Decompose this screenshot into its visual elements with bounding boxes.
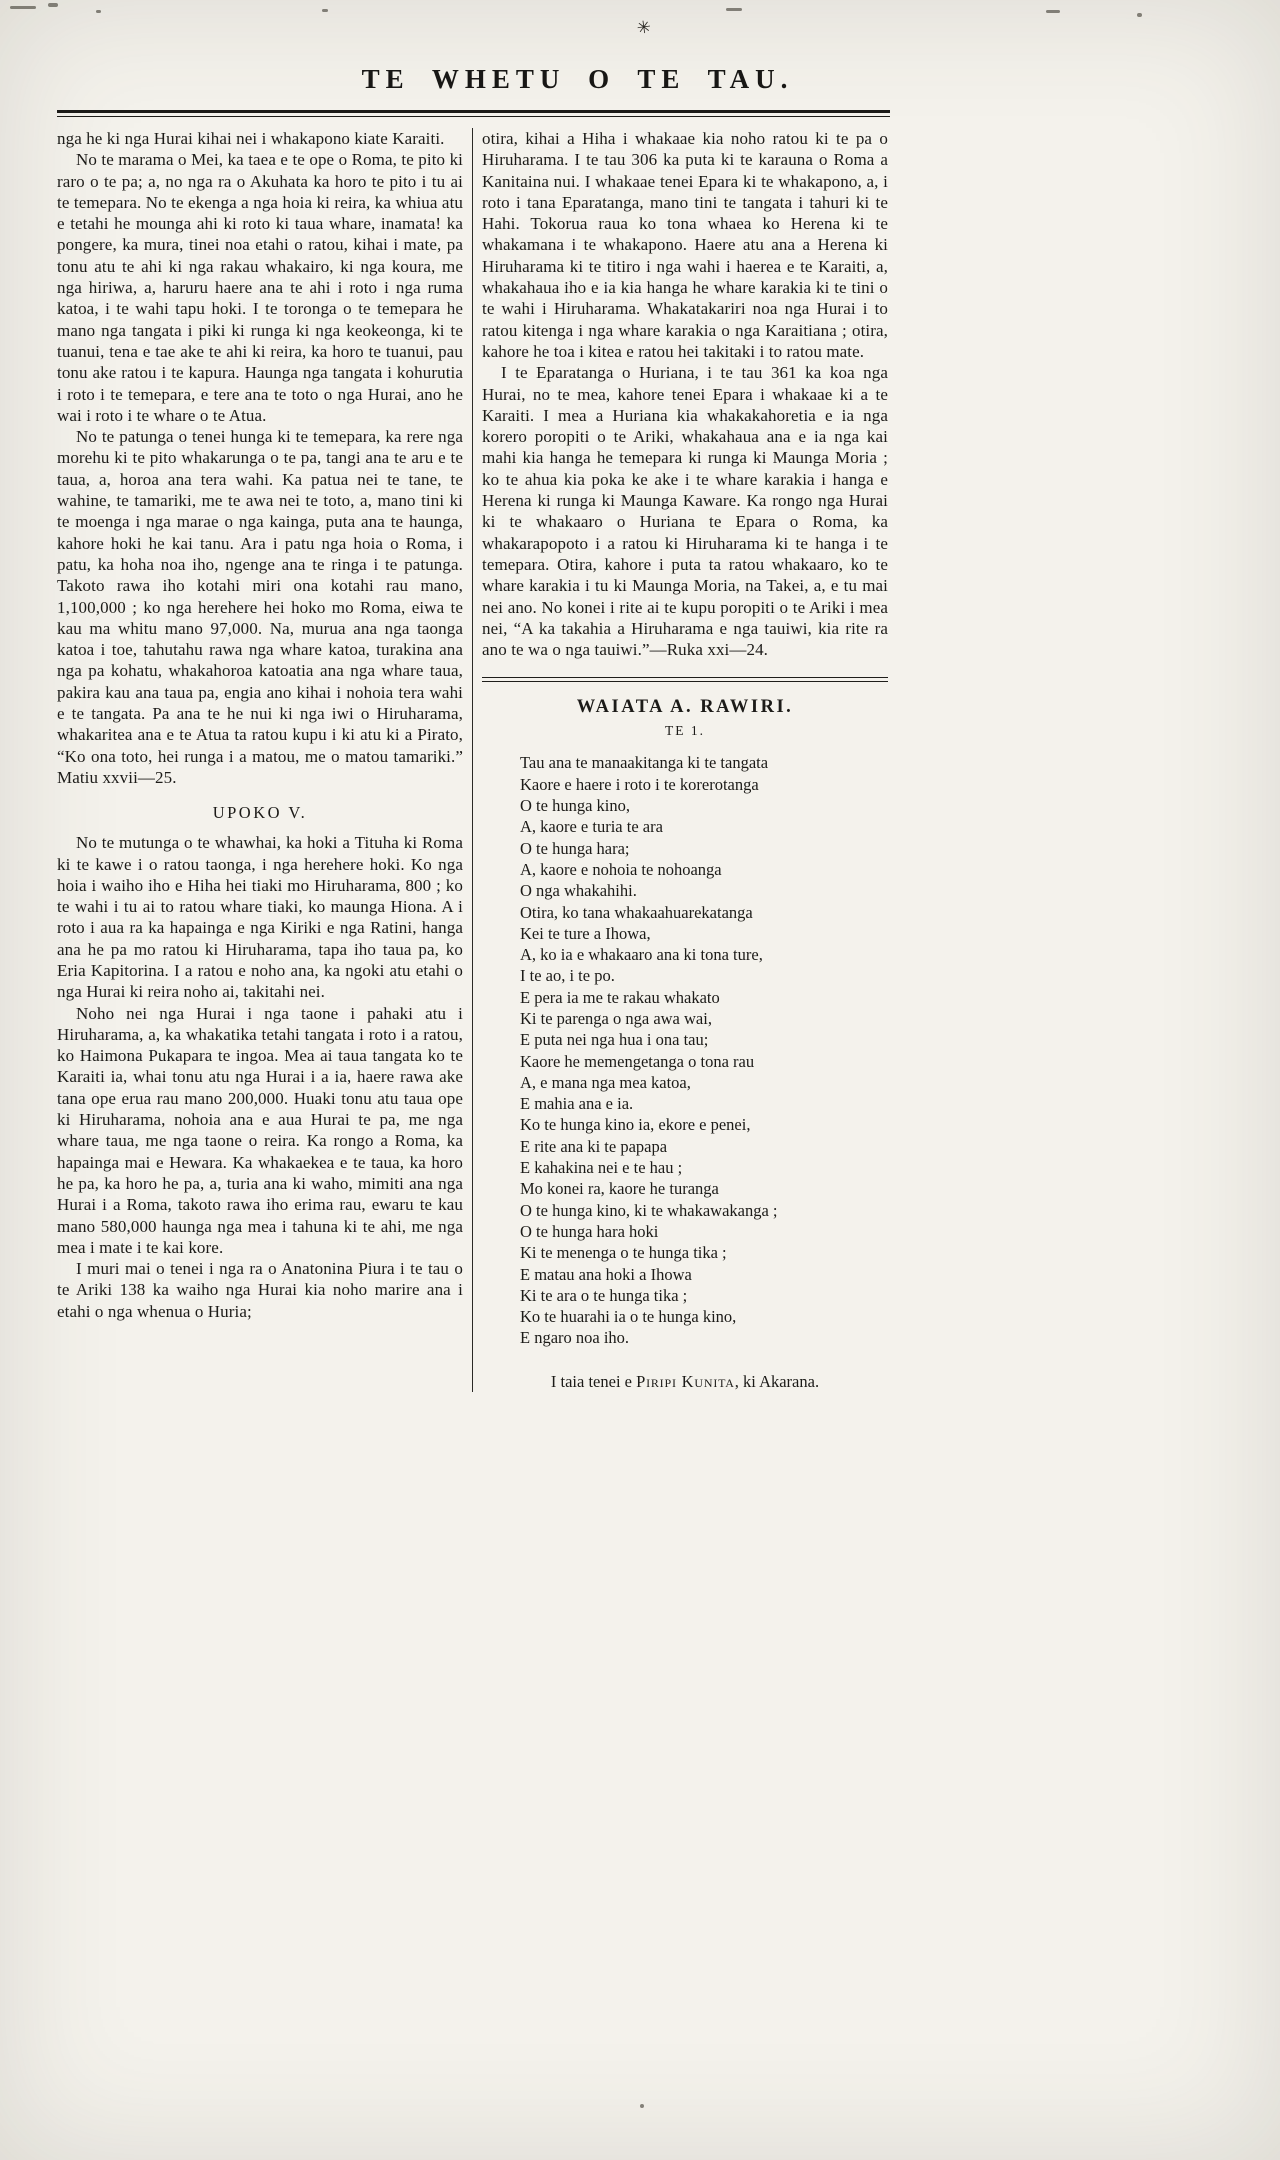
scan-speck — [1046, 10, 1060, 13]
verse-line: A, kaore e nohoia te nohoanga — [520, 859, 722, 879]
verse-line: Ki te menenga o te hunga tika ; — [520, 1243, 727, 1263]
verse-line: Ko te huarahi ia o te hunga kino, — [520, 1307, 737, 1327]
paragraph: No te mutunga o te whawhai, ka hoki a Tituha ki Roma ki te kawe i o ratou taonga, i nga herehere hoki. Ko nga hoia i waiho iho e Hiha hei tiaki mo Hiruharama, 800 ; ko te wahi i tu ai to ratou whare tiaki, ko maunga Hiona. A i roto i aua ra ka hapainga e nga Kiriki e nga Ratini, hanga ana he pa mo ratou ki Hiruharama, tapa iho taua pa, ko Eria Kapitorina. I a ratou e noho ana, ka ngoki atu etahi o nga Hurai ki reira noho ai, takitahi nei. — [57, 833, 463, 1002]
paragraph: I muri mai o tenei i nga ra o Anatonina Piura i te tau o te Ariki 138 ka waiho nga Hurai kia noho marire ana i etahi o nga whenua o Huria; — [57, 1259, 463, 1321]
verse-line: E ngaro noa iho. — [520, 1328, 630, 1348]
scan-speck — [10, 6, 36, 9]
verse-line: Tau ana te manaakitanga ki te tangata — [520, 753, 769, 773]
waiata-number: TE 1. — [665, 723, 705, 739]
section-divider-rule — [482, 677, 888, 682]
scan-speck — [640, 2104, 644, 2108]
verse-line: E kahakina nei e te hau ; — [520, 1158, 683, 1178]
verse-line: O nga whakahihi. — [520, 881, 637, 901]
verse-line: E pera ia me te rakau whakato — [520, 987, 720, 1007]
text-columns — [57, 128, 890, 1392]
colophon — [482, 1372, 888, 1392]
verse-line: I te ao, i te po. — [520, 966, 615, 986]
verse-line: Kaore he memengetanga o tona rau — [520, 1051, 755, 1071]
paragraph: Noho nei nga Hurai i nga taone i pahaki atu i Hiruharama, a, ka whakatika tetahi tangata i roto i a ratou, ko Haimona Pukapara te ingoa. Mea ai taua tangata ko te Karaiti ia, whai tonu atu nga Hurai i a ia, haere rawa ake tana ope erua rau mano 200,000. Huaki tonu atu taua ope ki Hiruharama, nohoia ana e aua Hurai te pa, me nga whare taua, me nga taone o reira. Ka rongo a Roma, ka hapainga mai e Hewara. Ka whakaekea e te taua, ka horo he pa, ka horo he pa, a, turia ana ki waho, mimiti ana nga Hurai i a Roma, takoto rawa iho erima rau, ewaru te kau mano 580,000 haunga nga mea i tahuna ki te ahi, me nga mea i mate i te kai kore. — [57, 1003, 463, 1257]
scan-speck — [322, 9, 328, 12]
right-column — [482, 128, 888, 1392]
paragraph: No te marama o Mei, ka taea e te ope o Roma, te pito ki raro o te pa; a, no nga ra o Akuhata ka horo te pito i tu ai te temepara. No te ekenga a nga hoia ki reira, ka whiua atu e tetahi he mounga ahi ki roto ki taua whare, inamata! ka pongere, ka mura, tinei noa etahi o ratou, kihai i mate, pa tonu atu te ahi ki nga rakau whakairo, ki nga koura, me nga hiriwa, a, haruru haere ana te ahi i roto i nga ruma katoa, i te wahi tapu hoki. I te toronga o te temepara he mano nga tangata i piki ki runga ki nga keokeonga, ki te tuanui, tena e tae ake te ahi ki reira, ka horo te tuanui, pau tonu ake ratou i te kapura. Haunga nga tangata i kohurutia i roto i te temepara, e tere ana te toto o nga Hurai, ano he wai i roto i te whare o te Atua. — [57, 150, 463, 425]
verse-line: E matau ana hoki a Ihowa — [520, 1264, 692, 1284]
chapter-heading: UPOKO V. — [212, 803, 308, 823]
scan-speck — [96, 10, 101, 13]
scan-speck — [726, 8, 742, 11]
verse-line: A, ko ia e whakaaro ana ki tona ture, — [520, 945, 763, 965]
verse-line: Kei te ture a Ihowa, — [520, 923, 651, 943]
scan-speck — [48, 3, 58, 7]
verse-line: Ki te ara o te hunga tika ; — [520, 1285, 688, 1305]
verse-line: O te hunga hara hoki — [520, 1221, 659, 1241]
masthead — [57, 64, 890, 95]
verse-line: A, kaore e turia te ara — [520, 817, 663, 837]
verse-line: O te hunga hara; — [520, 838, 630, 858]
scan-speck — [1137, 13, 1142, 17]
paragraph: No te patunga o tenei hunga ki te temepara, ka rere nga morehu ki te pito whakarunga o te pa, tangi ana te aru e te taua, a, horoa ana tera wahi. Ka patua nei te tane, te wahine, te tamariki, me te awa nei te toto, a, mano tini ki te moenga i nga marae o nga kainga, puta ana te haunga, kahore hoki he kai tanu. Ara i patu nga hoia o Roma, i patu, ka hoha noa iho, ngenge ana te ringa i te patunga. Takoto rawa iho kotahi miri ona kotahi rau mano, 1,100,000 ; ko nga herehere hei hoko mo Roma, eiwa te kau ma whitu mano 97,000. Na, murua ana nga taonga katoa i toe, tahutahu rawa nga whare katoa, turakina ana nga pa kohatu, whakahoroa katoatia ana nga whare taua, pakira kau ana taua pa, engia ano kihai i nohoia tera wahi e te tangata. Pa ana te he nui ki nga iwi o Hiruharama, whakaritea ana e te Atua ta ratou kupu i ki atu ki a Pirato, “Ko ona toto, hei runga i a matou, me o matou tamariki.” Matiu xxvii—25. — [57, 427, 463, 787]
right-column-articles — [482, 128, 888, 660]
printer-name: Piripi Kunita — [636, 1371, 735, 1391]
verse-line: Ko te hunga kino ia, ekore e penei, — [520, 1115, 751, 1135]
paragraph: otira, kihai a Hiha i whakaae kia noho ratou ki te pa o Hiruharama. I te tau 306 ka puta ki te karauna o Roma a Kanitaina nui. I whakaae tenei Epara ki te whakapono, a, i roto i tana Eparatanga, mano tini te tangata i tahuri ki te Hahi. Tokorua raua ko tona whaea ko Herena ki te whakamana i te whakapono. Haere atu ana a Herena ki Hiruharama ki te titiro i nga wahi i haerea e te Karaiti, a, whakahaua iho e ia kia hanga he whare karakia ki te tini o te wahi i Hiruharama. Whakatakariri noa nga Hurai i to ratou kitenga i nga whare karakia o nga Karaitiana ; otira, kahore he toa i kitea e ratou hei takitaki i to ratou mate. — [482, 129, 888, 361]
newspaper-title: TE WHETU O TE TAU. — [361, 64, 794, 94]
paragraph: nga he ki nga Hurai kihai nei i whakapono kiate Karaiti. — [57, 129, 445, 148]
page-ornament-icon: ✳ — [635, 17, 653, 39]
colophon-suffix: , ki Akarana. — [734, 1371, 820, 1391]
verse-line: O te hunga kino, ki te whakawakanga ; — [520, 1200, 778, 1220]
verse-line: Otira, ko tana whakaahuarekatanga — [520, 902, 753, 922]
verse-line: E puta nei nga hua i ona tau; — [520, 1030, 709, 1050]
paragraph: I te Eparatanga o Huriana, i te tau 361 ka koa nga Hurai, no te mea, kahore tenei Epara i whakaae ki a te Karaiti. I mea a Huriana kia whakakahoretia e ia nga korero poropiti o te Ariki, whakahaua ana e ia nga kai mahi kia hanga he temepara ki runga ki Maunga Moria ; ko te ahua kia poka ke ake i te whare karakia i hanga e Herena ki runga ki Maunga Kaware. Ka rongo nga Hurai ki te whakaaro o Huriana te Epara o Roma, ka whakarapopoto i a ratou ki Hiruharama ki te hanga i te temepara. Otira, kahore i puta ta ratou whakaaro, ko te whare karakia i tu ki Maunga Moria, na Takei, a, e tu mai nei ano. No konei i rite ai te kupu poropiti o te Ariki i mea nei, “A ka takahia a Hiruharama e nga tauiwi, kia rite ra ano te wa o nga tauiwi.”—Ruka xxi—24. — [482, 363, 888, 660]
left-column — [57, 128, 463, 1392]
column-divider — [472, 128, 473, 1392]
waiata-section — [482, 677, 888, 1348]
verse-line: O te hunga kino, — [520, 796, 630, 816]
verse-line: A, e mana nga mea katoa, — [520, 1072, 691, 1092]
verse-line: Mo konei ra, kaore he turanga — [520, 1179, 719, 1199]
waiata-title: WAIATA A. RAWIRI. — [576, 697, 794, 718]
verse-line: Ki te parenga o nga awa wai, — [520, 1008, 712, 1028]
colophon-prefix: I taia tenei e — [550, 1371, 637, 1391]
verse-line: Kaore e haere i roto i te korerotanga — [520, 774, 759, 794]
verse-line: E mahia ana e ia. — [520, 1094, 634, 1114]
verse-line: E rite ana ki te papapa — [520, 1136, 668, 1156]
psalm-verse — [482, 752, 888, 1348]
masthead-rule — [57, 110, 890, 117]
